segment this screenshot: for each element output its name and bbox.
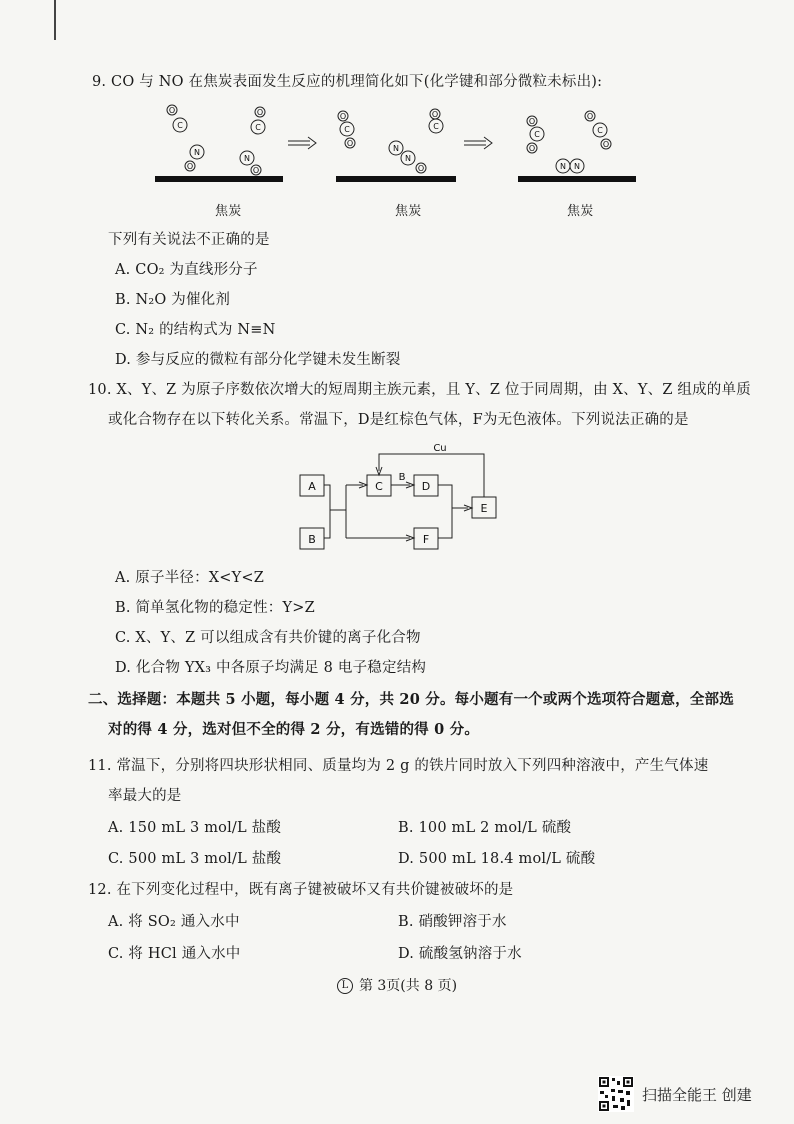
reaction-arrow-1	[288, 137, 316, 149]
q9-option-c: C. N₂ 的结构式为 N≡N	[115, 322, 276, 338]
svg-text:N: N	[194, 148, 200, 157]
svg-text:O: O	[346, 139, 354, 148]
svg-text:O: O	[252, 166, 260, 175]
q10-option-c: C. X、Y、Z 可以组成含有共价键的离子化合物	[115, 630, 421, 646]
q11-option-a: A. 150 mL 3 mol/L 盐酸	[108, 820, 282, 836]
page-number: 第 3页(共 8 页)	[358, 978, 458, 994]
svg-text:O: O	[339, 112, 347, 121]
page-footer	[0, 975, 794, 995]
svg-text:O: O	[417, 164, 425, 173]
svg-text:C: C	[597, 126, 603, 135]
scanner-brand-text: 扫描全能王 创建	[642, 1085, 752, 1104]
node-e: E	[480, 502, 488, 515]
scanner-watermark	[598, 1076, 752, 1112]
node-c: C	[375, 480, 383, 493]
svg-text:O: O	[186, 162, 194, 171]
arrow-label-cu: Cu	[433, 443, 447, 454]
stage-3	[518, 111, 636, 182]
q9-option-a: A. CO₂ 为直线形分子	[115, 262, 258, 278]
node-b: B	[308, 533, 316, 546]
svg-text:C: C	[344, 125, 350, 134]
q10-stem-2: 或化合物存在以下转化关系。常温下，D是红棕色气体，F为无色液体。下列说法正确的是	[108, 412, 689, 428]
q11-option-c: C. 500 mL 3 mol/L 盐酸	[108, 851, 282, 867]
q12-option-a: A. 将 SO₂ 通入水中	[108, 914, 240, 930]
svg-text:O: O	[586, 112, 594, 121]
svg-text:O: O	[431, 110, 439, 119]
surface-label-1: 焦炭	[215, 204, 242, 219]
svg-text:C: C	[433, 122, 439, 131]
svg-text:N: N	[560, 162, 566, 171]
svg-text:N: N	[244, 154, 250, 163]
q12-option-c: C. 将 HCl 通入水中	[108, 946, 241, 962]
node-d: D	[421, 480, 431, 493]
q10-stem-1: 10. X、Y、Z 为原子序数依次增大的短周期主族元素，且 Y、Z 位于同周期，由 X、Y、Z 组成的单质	[88, 382, 751, 398]
svg-text:O: O	[528, 144, 536, 153]
svg-text:O: O	[256, 108, 264, 117]
svg-text:O: O	[168, 106, 176, 115]
q11-option-b: B. 100 mL 2 mol/L 硫酸	[398, 820, 572, 836]
q10-option-d: D. 化合物 YX₃ 中各原子均满足 8 电子稳定结构	[115, 660, 427, 676]
section2-line-1: 二、选择题：本题共 5 小题，每小题 4 分，共 20 分。每小题有一个或两个选项符合题意，全部选	[88, 691, 734, 708]
svg-text:C: C	[177, 121, 183, 130]
svg-text:N: N	[405, 154, 411, 163]
arrow-label-b: B	[398, 472, 406, 483]
surface-label-2: 焦炭	[395, 204, 422, 219]
svg-text:N: N	[574, 162, 580, 171]
qr-code-icon	[598, 1076, 634, 1112]
q9-option-b: B. N₂O 为催化剂	[115, 292, 231, 308]
reaction-arrow-2	[464, 137, 492, 149]
q9-prompt: 下列有关说法不正确的是	[108, 232, 270, 248]
svg-text:C: C	[255, 123, 261, 132]
q9-option-d: D. 参与反应的微粒有部分化学键未发生断裂	[115, 352, 401, 368]
q10-option-a: A. 原子半径：X<Y<Z	[115, 570, 265, 586]
q9-stem: 9. CO 与 NO 在焦炭表面发生反应的机理简化如下(化学键和部分微粒未标出):	[92, 74, 603, 90]
exam-version-mark: L	[337, 978, 353, 994]
svg-text:N: N	[393, 144, 399, 153]
scan-edge-mark	[54, 0, 56, 40]
q11-stem-2: 率最大的是	[108, 788, 182, 804]
q12-option-d: D. 硫酸氢钠溶于水	[398, 946, 522, 962]
surface-label-3: 焦炭	[567, 204, 594, 219]
svg-text:C: C	[534, 130, 540, 139]
q11-stem-1: 11. 常温下，分别将四块形状相同、质量均为 2 g 的铁片同时放入下列四种溶液中，产生气体速	[88, 758, 709, 774]
node-a: A	[308, 480, 316, 493]
svg-text:O: O	[602, 140, 610, 149]
stage-1	[155, 105, 283, 182]
q10-conversion-diagram	[296, 440, 506, 558]
node-f: F	[422, 533, 430, 546]
svg-text:O: O	[528, 117, 536, 126]
section2-line-2: 对的得 4 分，选对但不全的得 2 分，有选错的得 0 分。	[108, 721, 480, 738]
q12-option-b: B. 硝酸钾溶于水	[398, 914, 507, 930]
q11-option-d: D. 500 mL 18.4 mol/L 硫酸	[398, 851, 596, 867]
q10-option-b: B. 简单氢化物的稳定性：Y>Z	[115, 600, 315, 616]
q12-stem: 12. 在下列变化过程中，既有离子键被破坏又有共价键被破坏的是	[88, 882, 514, 898]
